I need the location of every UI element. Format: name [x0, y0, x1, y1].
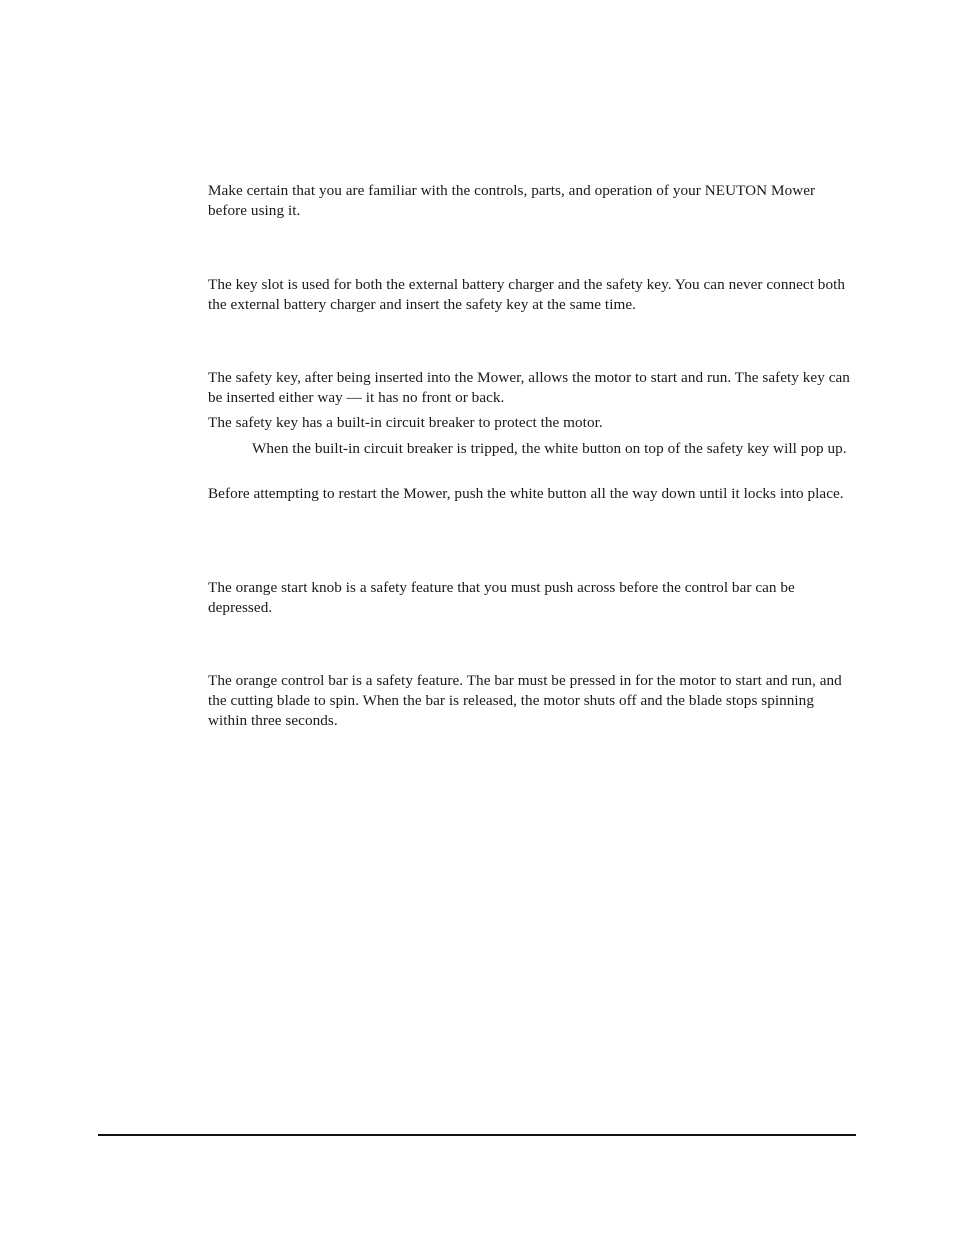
breaker-tripped-note: When the built-in circuit breaker is tripped, the white button on top of the safety key will pop up.	[252, 440, 847, 457]
control-bar-paragraph: The orange control bar is a safety feature. The bar must be pressed in for the motor to start and run, and the cutting blade to spin. When the bar is released, the motor shuts off and the blade stops spinning within three seconds.	[208, 672, 842, 729]
intro-paragraph: Make certain that you are familiar with the controls, parts, and operation of your NEUTON Mower before using it.	[208, 182, 816, 219]
restart-instruction-paragraph: Before attempting to restart the Mower, push the white button all the way down until it locks into place.	[208, 485, 844, 502]
safety-key-paragraph: The safety key, after being inserted into the Mower, allows the motor to start and run. The safety key can be inserted either way — it has no front or back.	[208, 369, 850, 406]
circuit-breaker-paragraph: The safety key has a built-in circuit breaker to protect the motor.	[208, 414, 603, 431]
footer-divider	[98, 1134, 856, 1136]
key-slot-paragraph: The key slot is used for both the external battery charger and the safety key. You can never connect both the external battery charger and insert the safety key at the same time.	[208, 276, 846, 313]
start-knob-paragraph: The orange start knob is a safety feature that you must push across before the control bar can be depressed.	[208, 579, 795, 616]
